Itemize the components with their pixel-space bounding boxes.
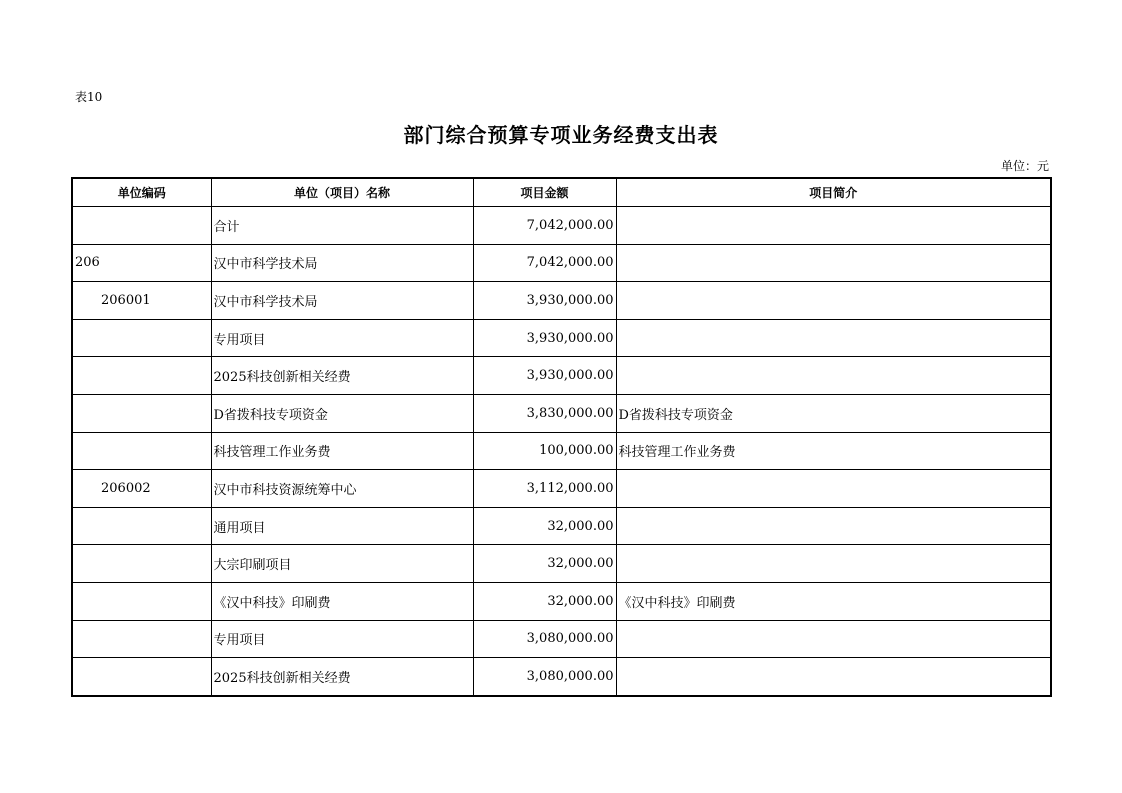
unit-code-cell [72,319,211,357]
column-header-code: 单位编码 [72,178,211,207]
unit-name-cell: 合计 [211,207,473,245]
description-cell [616,545,1051,583]
amount-cell: 7,042,000.00 [473,207,616,245]
unit-name-cell: 2025科技创新相关经费 [211,357,473,395]
unit-name-cell: 《汉中科技》印刷费 [211,582,473,620]
table-row [72,658,1051,696]
amount-cell: 3,830,000.00 [473,394,616,432]
table-row [72,470,1051,508]
amount-cell: 3,930,000.00 [473,357,616,395]
description-cell [616,658,1051,696]
unit-code-cell [72,207,211,245]
unit-name-cell: 2025科技创新相关经费 [211,658,473,696]
amount-cell: 3,930,000.00 [473,282,616,320]
description-cell [616,357,1051,395]
table-row [72,432,1051,470]
table-row [72,207,1051,245]
unit-name-cell: 汉中市科技资源统筹中心 [211,470,473,508]
amount-cell: 32,000.00 [473,507,616,545]
unit-code-cell [72,620,211,658]
description-cell [616,207,1051,245]
unit-code-cell [72,507,211,545]
unit-code-cell: 206001 [72,282,211,320]
amount-cell: 3,080,000.00 [473,658,616,696]
unit-name-cell: 大宗印刷项目 [211,545,473,583]
amount-cell: 100,000.00 [473,432,616,470]
table-header-row [72,178,1051,207]
unit-name-cell: 专用项目 [211,620,473,658]
description-cell [616,620,1051,658]
table-row [72,582,1051,620]
unit-name-cell: 通用项目 [211,507,473,545]
unit-name-cell: 科技管理工作业务费 [211,432,473,470]
budget-table [71,177,1052,697]
unit-code-cell [72,545,211,583]
description-cell: D省拨科技专项资金 [616,394,1051,432]
description-cell [616,244,1051,282]
description-cell: 科技管理工作业务费 [616,432,1051,470]
unit-code-cell [72,432,211,470]
unit-name-cell: 汉中市科学技术局 [211,282,473,320]
table-row [72,394,1051,432]
description-cell [616,282,1051,320]
amount-cell: 7,042,000.00 [473,244,616,282]
description-cell: 《汉中科技》印刷费 [616,582,1051,620]
unit-name-cell: D省拨科技专项资金 [211,394,473,432]
table-row [72,282,1051,320]
page-title: 部门综合预算专项业务经费支出表 [403,123,719,147]
unit-code-cell [72,394,211,432]
amount-cell: 32,000.00 [473,582,616,620]
amount-cell: 32,000.00 [473,545,616,583]
table-row [72,357,1051,395]
unit-code-cell [72,582,211,620]
unit-label: 单位：元 [1000,159,1049,173]
description-cell [616,507,1051,545]
table-row [72,319,1051,357]
unit-code-cell: 206002 [72,470,211,508]
table-number: 表10 [75,90,103,104]
unit-name-cell: 汉中市科学技术局 [211,244,473,282]
column-header-name: 单位（项目）名称 [211,178,473,207]
amount-cell: 3,112,000.00 [473,470,616,508]
description-cell [616,319,1051,357]
table-row [72,620,1051,658]
unit-code-cell [72,658,211,696]
unit-code-cell: 206 [72,244,211,282]
description-cell [616,470,1051,508]
table-row [72,244,1051,282]
table-row [72,507,1051,545]
unit-name-cell: 专用项目 [211,319,473,357]
amount-cell: 3,080,000.00 [473,620,616,658]
column-header-description: 项目简介 [616,178,1051,207]
unit-code-cell [72,357,211,395]
table-row [72,545,1051,583]
amount-cell: 3,930,000.00 [473,319,616,357]
column-header-amount: 项目金额 [473,178,616,207]
